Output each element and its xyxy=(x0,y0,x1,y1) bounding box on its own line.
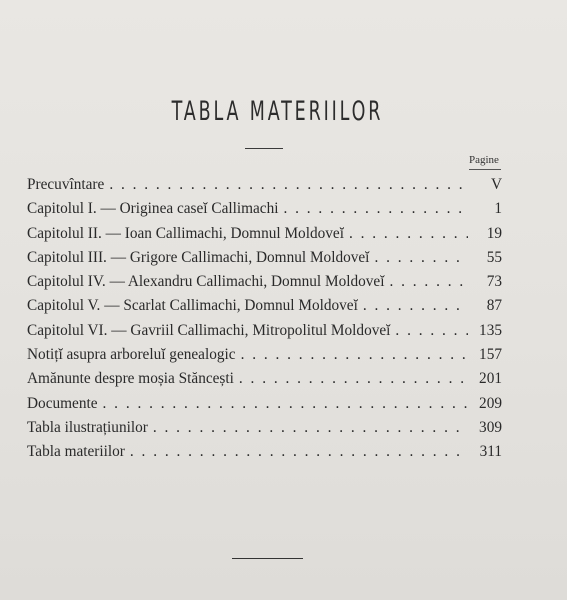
toc-entry xyxy=(27,176,502,200)
toc-entry xyxy=(27,346,502,370)
toc-entry-page: 87 xyxy=(486,297,502,315)
toc-entry-label: Notițĭ asupra arboreluĭ genealogic xyxy=(27,346,236,364)
toc-entry-label: Capitolul V. — Scarlat Callimachi, Domnul Moldoveĭ xyxy=(27,297,358,315)
toc-entry-page: V xyxy=(490,176,502,193)
toc-entry-label: Capitolul III. — Grigore Callimachi, Domnul Moldoveĭ xyxy=(27,248,370,266)
toc-entry-label: Capitolul I. — Originea caseĭ Callimachi xyxy=(27,200,279,218)
toc-entry-label: Tabla materiilor xyxy=(27,443,125,461)
toc-entry-page: 201 xyxy=(479,370,502,388)
toc-entry xyxy=(27,443,502,467)
toc-entry-label: Capitolul IV. — Alexandru Callimachi, Domnul Moldoveĭ xyxy=(27,273,385,291)
pages-column-header: Pagine xyxy=(469,154,499,166)
toc-entry xyxy=(27,225,502,249)
dot-leader xyxy=(390,322,468,340)
bottom-divider xyxy=(232,558,303,559)
toc-entry-label: Tabla ilustrațiunilor xyxy=(27,418,148,436)
pages-header-underline xyxy=(469,169,501,170)
toc-entry-page: 73 xyxy=(486,273,502,291)
dot-leader xyxy=(344,225,468,243)
toc-entry xyxy=(27,370,502,394)
dot-leader xyxy=(104,176,468,194)
toc-entry xyxy=(27,273,502,297)
toc-entry-page: 309 xyxy=(479,418,502,436)
toc-entry xyxy=(27,200,502,224)
toc-entry-page: 209 xyxy=(479,394,502,412)
toc-entry-page: 157 xyxy=(479,346,502,364)
page-title: TABLA MATERIILOR xyxy=(171,96,384,127)
dot-leader xyxy=(384,273,468,291)
toc-entry-page: 135 xyxy=(479,321,502,339)
dot-leader xyxy=(125,443,468,461)
toc-entry-page: 19 xyxy=(486,224,502,242)
dot-leader xyxy=(98,395,468,413)
dot-leader xyxy=(369,249,468,267)
toc-entry-label: Documente xyxy=(27,394,98,412)
table-of-contents xyxy=(27,176,502,468)
toc-entry xyxy=(27,419,502,443)
toc-entry-page: 1 xyxy=(494,200,502,218)
toc-entry-label: Capitolul II. — Ioan Callimachi, Domnul Moldoveĭ xyxy=(27,224,344,242)
dot-leader xyxy=(358,297,468,315)
toc-entry-label: Amănunte despre moșia Stăncești xyxy=(27,370,234,388)
toc-entry-page: 55 xyxy=(486,248,502,266)
dot-leader xyxy=(278,200,468,218)
title-divider xyxy=(245,148,283,149)
toc-entry xyxy=(27,249,502,273)
toc-entry xyxy=(27,322,502,346)
dot-leader xyxy=(236,346,468,364)
toc-entry xyxy=(27,395,502,419)
dot-leader xyxy=(234,370,468,388)
toc-entry-label: Precuvîntare xyxy=(27,176,105,193)
toc-entry-label: Capitolul VI. — Gavriil Callimachi, Mitropolitul Moldoveĭ xyxy=(27,321,391,339)
toc-entry xyxy=(27,297,502,321)
toc-entry-page: 311 xyxy=(479,443,502,461)
dot-leader xyxy=(148,419,468,437)
